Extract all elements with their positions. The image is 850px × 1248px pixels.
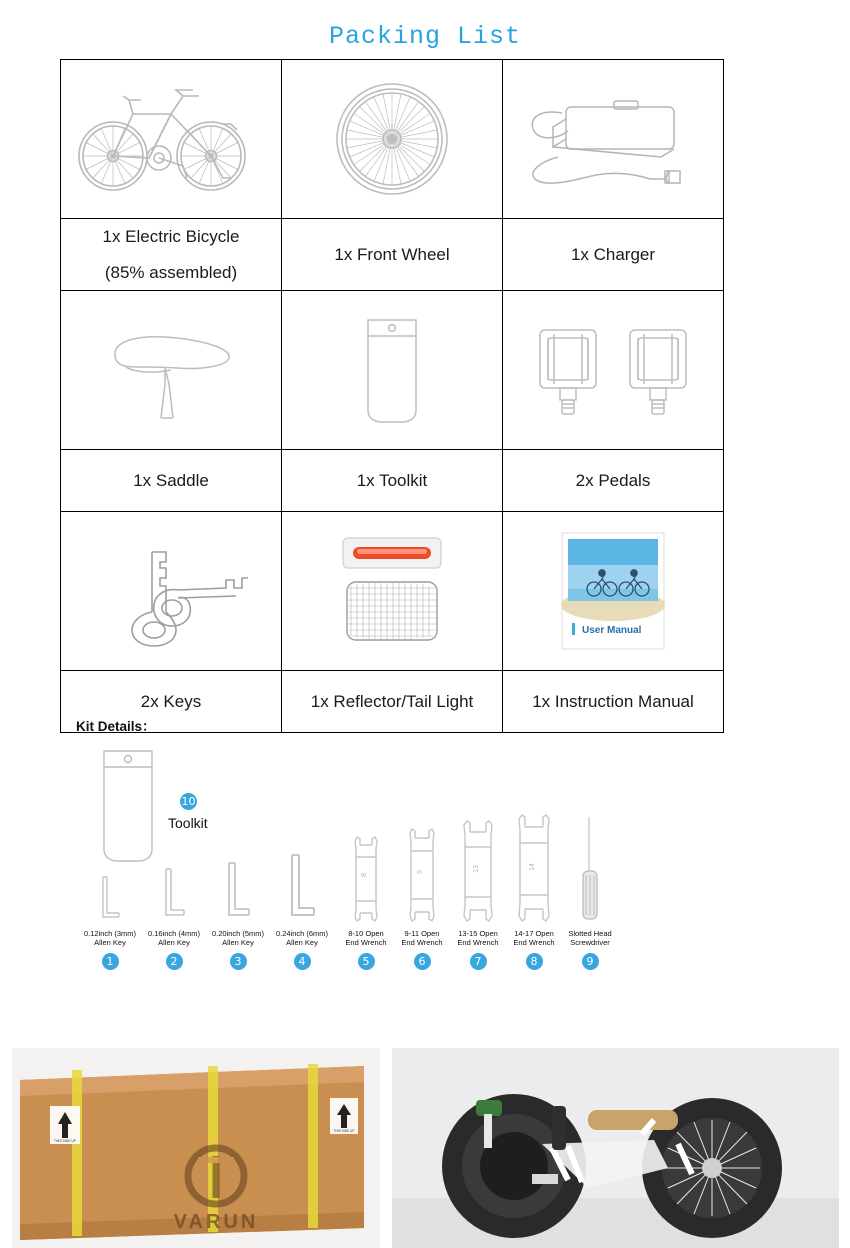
cell-manual-image [503, 512, 724, 671]
kit-details-heading: Kit Details： [76, 719, 156, 734]
open-end-wrench-icon [394, 815, 450, 925]
manual-cover-caption: User Manual [582, 625, 642, 637]
svg-text:9: 9 [417, 870, 424, 874]
tool-caption-6-line2: End Wrench [401, 938, 443, 948]
tool-caption-9-line2: Screwdriver [570, 938, 610, 948]
table-row [61, 512, 724, 671]
tool-caption-4-line2: Allen Key [286, 938, 318, 948]
label-toolkit: 1x Toolkit [282, 450, 503, 512]
tool-badge-3: 3 [230, 953, 247, 970]
allen-key-icon [210, 815, 266, 925]
svg-text:THIS SIDE UP: THIS SIDE UP [53, 1139, 77, 1143]
label-manual: 1x Instruction Manual [503, 671, 724, 733]
cell-pedals-image [503, 291, 724, 450]
table-row [61, 450, 724, 512]
label-pedals: 2x Pedals [503, 450, 724, 512]
table-row [61, 219, 724, 291]
kit-details-area [60, 735, 724, 1005]
open-end-wrench-icon [338, 815, 394, 925]
cell-front-wheel-image [282, 60, 503, 219]
packing-list-table [60, 59, 724, 733]
tool-badge-2: 2 [166, 953, 183, 970]
tool-caption-6 [394, 929, 450, 949]
tool-caption-3-line2: Allen Key [222, 938, 254, 948]
tool-caption-7-line2: End Wrench [457, 938, 499, 948]
tool-caption-2-line1: 0.16inch (4mm) [147, 929, 201, 938]
toolkit-label: Toolkit [168, 815, 208, 831]
instruction-manual-icon [503, 512, 723, 670]
tool-badge-1: 1 [102, 953, 119, 970]
cell-toolkit-image [282, 291, 503, 450]
label-bicycle [61, 219, 282, 291]
svg-text:8: 8 [361, 873, 368, 877]
saddle-icon [61, 291, 281, 449]
tool-item-8 [506, 815, 562, 970]
tool-item-7 [450, 815, 506, 970]
pedals-icon [503, 291, 723, 449]
reflector-taillight-icon [282, 512, 502, 670]
tool-caption-8-line1: 14-17 Open [514, 929, 554, 938]
tool-caption-9 [562, 929, 618, 949]
tool-badge-9: 9 [582, 953, 599, 970]
bicycle-icon [61, 60, 281, 218]
tool-caption-7 [450, 929, 506, 949]
keys-icon [61, 512, 281, 670]
tool-caption-8 [506, 929, 562, 949]
label-front-wheel: 1x Front Wheel [282, 219, 503, 291]
tool-caption-1 [82, 929, 138, 949]
tool-caption-2-line2: Allen Key [158, 938, 190, 948]
tool-caption-9-line1: Slotted Head [568, 929, 612, 938]
tool-badge-5: 5 [358, 953, 375, 970]
svg-text:THIS SIDE UP: THIS SIDE UP [333, 1129, 355, 1133]
label-bicycle-line2: (85% assembled) [104, 262, 238, 282]
front-wheel-icon [282, 60, 502, 218]
tool-badge-8: 8 [526, 953, 543, 970]
svg-text:14: 14 [529, 863, 536, 871]
charger-icon [503, 60, 723, 218]
tool-item-9 [562, 815, 618, 970]
table-row [61, 60, 724, 219]
cell-bicycle-image [61, 60, 282, 219]
tool-item-3 [210, 815, 266, 970]
tool-caption-1-line1: 0.12inch (3mm) [83, 929, 137, 938]
tool-caption-5 [338, 929, 394, 949]
tool-caption-2 [146, 929, 202, 949]
table-row [61, 671, 724, 733]
tool-item-6 [394, 815, 450, 970]
cell-reflector-image [282, 512, 503, 671]
svg-text:13: 13 [473, 865, 480, 873]
tool-caption-7-line1: 13-15 Open [458, 929, 498, 938]
tool-caption-8-line2: End Wrench [513, 938, 555, 948]
label-bicycle-line1: 1x Electric Bicycle [102, 227, 240, 246]
cell-charger-image [503, 60, 724, 219]
tool-caption-3-line1: 0.20inch (5mm) [211, 929, 265, 938]
tool-caption-1-line2: Allen Key [94, 938, 126, 948]
label-keys: 2x Keys [61, 671, 282, 733]
toolkit-pouch-icon [282, 291, 502, 449]
folded-bike-photo [392, 1048, 839, 1248]
label-charger: 1x Charger [503, 219, 724, 291]
toolkit-number-badge: 10 [181, 795, 196, 808]
open-end-wrench-icon [450, 815, 506, 925]
allen-key-icon [82, 815, 138, 925]
cell-keys-image [61, 512, 282, 671]
allen-key-icon [146, 815, 202, 925]
tool-caption-5-line2: End Wrench [345, 938, 387, 948]
tool-caption-4-line1: 0.24inch (6mm) [275, 929, 329, 938]
tool-caption-4 [274, 929, 330, 949]
table-row [61, 291, 724, 450]
label-reflector: 1x Reflector/Tail Light [282, 671, 503, 733]
packaging-box-photo [12, 1048, 380, 1248]
tool-item-1 [82, 815, 138, 970]
tool-badge-6: 6 [414, 953, 431, 970]
screwdriver-icon [562, 815, 618, 925]
box-brand-text: VARUN [173, 1211, 259, 1233]
tool-caption-5-line1: 8-10 Open [348, 929, 384, 938]
tool-item-4 [274, 815, 330, 970]
tool-badge-7: 7 [470, 953, 487, 970]
tool-item-2 [146, 815, 202, 970]
tool-item-5 [338, 815, 394, 970]
open-end-wrench-icon [506, 815, 562, 925]
page-title: Packing List [328, 22, 522, 51]
tool-badge-4: 4 [294, 953, 311, 970]
cell-saddle-image [61, 291, 282, 450]
label-saddle: 1x Saddle [61, 450, 282, 512]
tool-caption-3 [210, 929, 266, 949]
tool-caption-6-line1: 9-11 Open [404, 929, 440, 938]
allen-key-icon [274, 815, 330, 925]
